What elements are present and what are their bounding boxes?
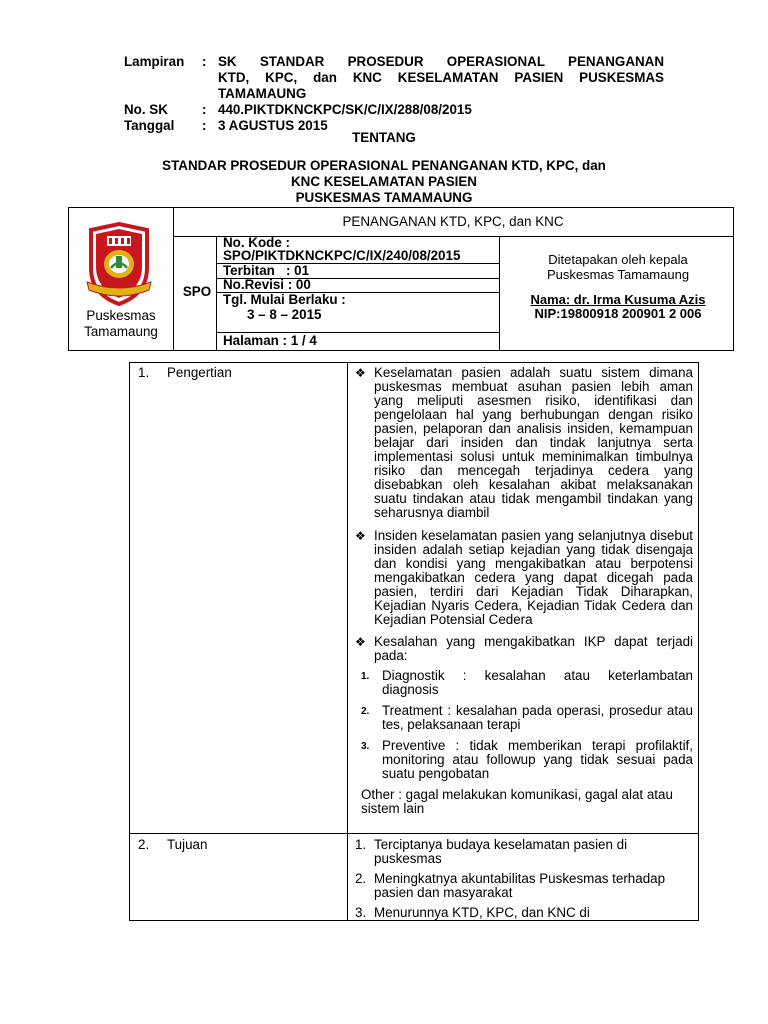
- document-title: [0, 158, 768, 206]
- tujuan-item-1: Terciptanya budaya keselamatan pasien di puskesmas: [374, 837, 628, 866]
- lampiran-row: [124, 54, 664, 102]
- ditetapkan-line-2: Puskesmas Tamamaung: [546, 267, 690, 282]
- item-number: 3.: [355, 905, 367, 920]
- list-item: [355, 635, 693, 663]
- no-kode-label: No. Kode :: [223, 235, 290, 250]
- section-tujuan-label: [138, 837, 207, 853]
- sub-number: 2.: [361, 706, 370, 717]
- colon: :: [202, 54, 207, 69]
- list-item: [355, 906, 693, 920]
- title-line-3: PUSKESMAS TAMAMAUNG: [295, 190, 473, 205]
- halaman: Halaman : 1 / 4: [223, 333, 317, 348]
- item-number: 2.: [355, 871, 367, 886]
- lampiran-line-3: TAMAMAUNG: [218, 86, 307, 101]
- diamond-bullet-icon: ❖: [355, 366, 366, 380]
- ditetapkan-line-1: Ditetapakan oleh kepala: [548, 252, 688, 267]
- lampiran-line-1: SK STANDAR PROSEDUR OPERASIONAL PENANGANAN: [218, 54, 664, 69]
- tanggal-value: 3 AGUSTUS 2015: [218, 118, 328, 133]
- section-label: Tujuan: [167, 837, 208, 852]
- spo-box: [68, 207, 734, 351]
- tgl-mulai-value: 3 – 8 – 2015: [247, 307, 322, 322]
- lampiran-label: Lampiran: [124, 54, 185, 69]
- spo-label: SPO: [182, 284, 212, 299]
- no-revisi: No.Revisi : 00: [223, 277, 311, 292]
- nosk-label: No. SK: [124, 102, 168, 117]
- section-number: 2.: [138, 837, 150, 852]
- list-item: [355, 872, 693, 900]
- title-line-1: STANDAR PROSEDUR OPERASIONAL PENANGANAN KTD, KPC, dan: [162, 158, 606, 173]
- section-pengertian-label: [138, 365, 232, 381]
- error-type-treatment: Treatment : kesalahan pada operasi, prosedur atau tes, pelaksanaan terapi: [382, 703, 693, 732]
- list-item: [361, 739, 693, 781]
- divider: [130, 833, 698, 834]
- diamond-bullet-icon: ❖: [355, 635, 366, 649]
- spo-heading: PENANGANAN KTD, KPC, dan KNC: [342, 214, 564, 229]
- sub-number: 3.: [361, 741, 370, 752]
- tentang-heading: TENTANG: [352, 130, 416, 145]
- list-item: [361, 704, 693, 732]
- tanggal-label: Tanggal: [124, 118, 175, 133]
- tujuan-item-3: Menurunnya KTD, KPC, dan KNC di: [374, 905, 590, 920]
- error-type-diagnostik: Diagnostik : kesalahan atau keterlambatan diagnosis: [382, 668, 693, 697]
- colon: :: [202, 118, 207, 133]
- pengertian-bullet-3: Kesalahan yang mengakibatkan IKP dapat terjadi pada:: [374, 634, 693, 663]
- error-types-list: [355, 669, 693, 816]
- nosk-value: 440.PIKTDKNCKPC/SK/C/IX/288/08/2015: [218, 102, 472, 117]
- content-table: [129, 362, 699, 921]
- section-number: 1.: [138, 365, 150, 380]
- tujuan-item-2: Meningkatnya akuntabilitas Puskesmas terhadap pasien dan masyarakat: [374, 871, 666, 900]
- tgl-mulai-label: Tgl. Mulai Berlaku :: [223, 292, 346, 307]
- error-type-preventive: Preventive : tidak memberikan terapi profilaktif, monitoring atau followup yang tidak sesuai pada suatu pengobatan: [382, 738, 693, 781]
- pengertian-bullet-2: Insiden keselamatan pasien yang selanjutnya disebut insiden adalah setiap kejadian yang tidak disengaja dan kondisi yang mengakibatkan atau berpotensi mengakibatkan cedera yang dapat dicegah pada pasien, terdiri dari Kejadian Tidak Diharapkan, Kejadian Nyaris Cedera, Kejadian Tidak Cedera dan Kejadian Potensial Cedera: [374, 528, 693, 627]
- sk-header: [124, 54, 664, 134]
- kepala-nama: Nama: dr. Irma Kusuma Azis: [530, 292, 706, 307]
- lampiran-line-2: KTD, KPC, dan KNC KESELAMATAN PASIEN PUSKESMAS: [218, 70, 664, 85]
- diamond-bullet-icon: ❖: [355, 529, 366, 543]
- sub-number: 1.: [361, 671, 370, 682]
- terbitan: Terbitan : 01: [223, 263, 310, 278]
- logo-caption-line-1: Puskesmas: [86, 308, 156, 323]
- item-number: 1.: [355, 837, 367, 852]
- nosk-row: [124, 102, 664, 118]
- section-label: Pengertian: [167, 365, 232, 380]
- section-tujuan-content: [355, 838, 693, 920]
- list-item: [355, 366, 693, 520]
- divider: [499, 236, 500, 350]
- list-item: [355, 838, 693, 866]
- section-pengertian-content: [355, 366, 693, 816]
- puskesmas-emblem-icon: [85, 222, 153, 306]
- pengertian-bullet-1: Keselamatan pasien adalah suatu sistem dimana puskesmas membuat asuhan pasien lebih aman yang meliputi asesmen risiko, identifikasi dan pengelolaan hal yang berhubungan dengan risiko pasien, pelaporan dan analisis insiden, kemampuan belajar dari insiden dan tindak lanjutnya serta implementasi solusi untuk meminimalkan timbulnya risiko dan mencegah terjadinya cedera yang disebabkan oleh kesalahan akibat melaksanakan suatu tindakan atau tidak mengambil tindakan yang seharusnya diambil: [374, 365, 693, 520]
- title-line-2: KNC KESELAMATAN PASIEN: [291, 174, 477, 189]
- colon: :: [202, 102, 207, 117]
- list-item: [355, 529, 693, 627]
- logo-caption: [69, 308, 173, 340]
- list-item: [361, 669, 693, 697]
- kepala-nip: NIP:19800918 200901 2 006: [534, 306, 702, 321]
- divider: [347, 363, 348, 920]
- lampiran-value: [218, 54, 664, 102]
- error-type-other: Other : gagal melakukan komunikasi, gagal alat atau sistem lain: [361, 787, 673, 816]
- logo-caption-line-2: Tamamaung: [84, 324, 158, 339]
- no-kode-value: SPO/PIKTDKNCKPC/C/IX/240/08/2015: [223, 248, 461, 263]
